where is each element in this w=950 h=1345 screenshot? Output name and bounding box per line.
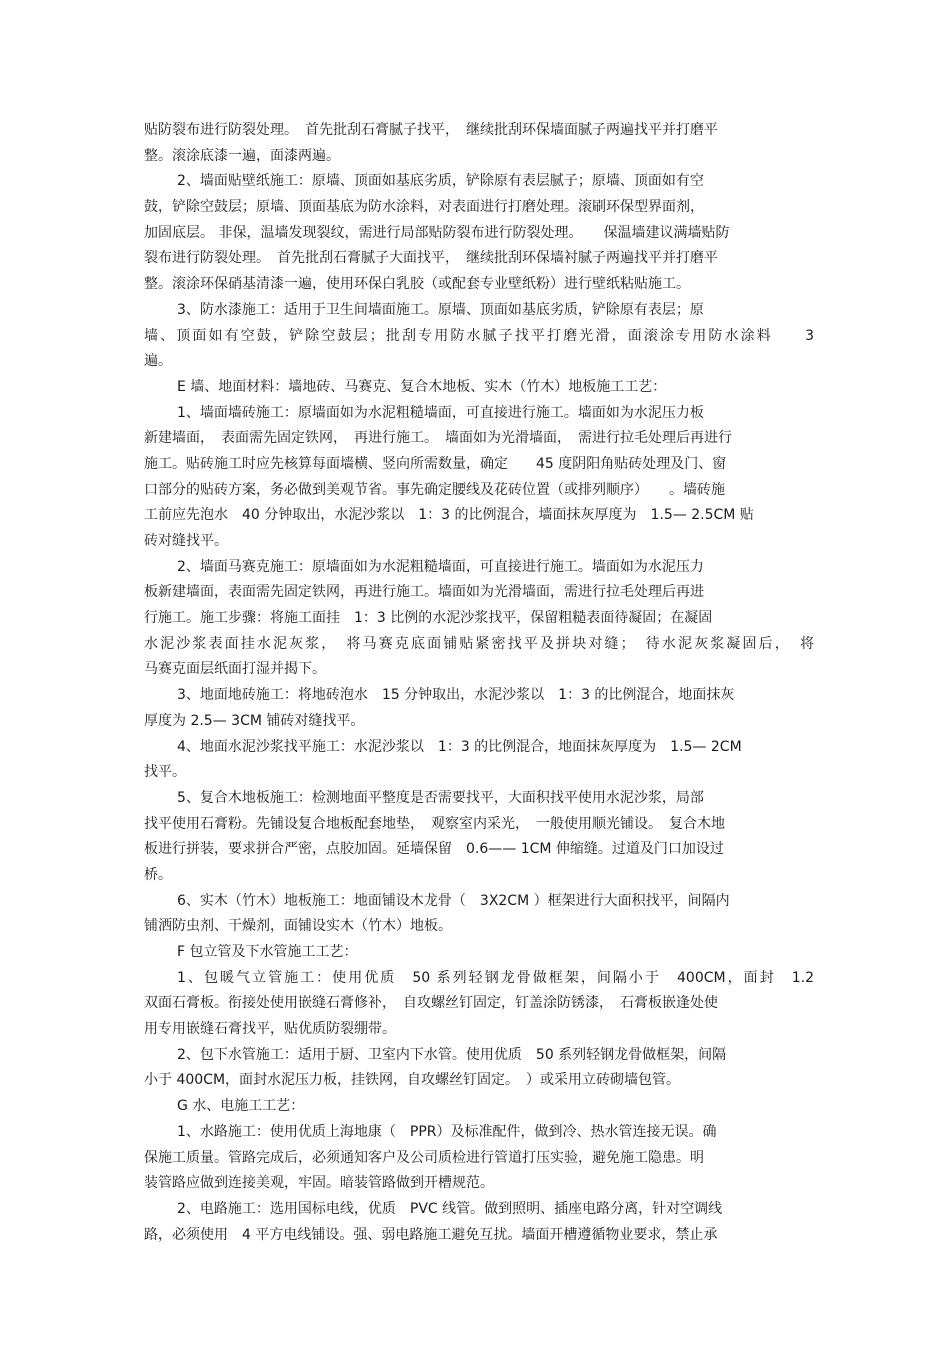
text-line: 装管路应做到连接美观，牢固。暗装管路做到开槽规范。 [144, 1175, 494, 1192]
text-line: 加固底层。 非保，温墙发现裂纹，需进行局部贴防裂布进行防裂处理。 保温墙建议满墙贴防 [144, 224, 730, 241]
text-line: 施工。贴砖施工时应先核算每面墙横、竖向所需数量，确定 45 度阴阳角贴砖处理及门、窗 [144, 455, 727, 472]
text-line: 桥。 [144, 866, 172, 883]
text-line: 5、复合木地板施工：检测地面平整度是否需要找平，大面积找平使用水泥沙浆，局部 [177, 789, 704, 806]
text-line: 墙、顶面如有空鼓，铲除空鼓层；批刮专用防水腻子找平打磨光滑，面滚涂专用防水涂料 3 [144, 327, 814, 344]
text-line: 用专用嵌缝石膏找平，贴优质防裂绷带。 [144, 1021, 396, 1038]
text-line: 2、墙面贴壁纸施工：原墙、顶面如基底劣质，铲除原有表层腻子；原墙、顶面如有空 [177, 173, 704, 190]
text-line: 厚度为 2.5— 3CM 铺砖对缝找平。 [144, 712, 365, 729]
text-line: 鼓，铲除空鼓层；原墙、顶面基底为防水涂料，对表面进行打磨处理。滚刷环保型界面剂， [144, 199, 704, 216]
text-line: 马赛克面层纸面打湿并揭下。 [144, 661, 326, 678]
text-line: 3、地面地砖施工：将地砖泡水 15 分钟取出，水泥沙浆以 1：3 的比例混合，地面抹灰 [177, 687, 735, 704]
text-line: 1、包暖气立管施工：使用优质 50 系列轻钢龙骨做框架，间隔小于 400CM，面封 1.2 [177, 969, 814, 986]
text-line: 4、地面水泥沙浆找平施工：水泥沙浆以 1：3 的比例混合，地面抹灰厚度为 1.5— 2CM [177, 738, 742, 755]
text-line: G 水、电施工工艺： [177, 1098, 305, 1115]
text-line: 找平使用石膏粉。先铺设复合地板配套地垫， 观察室内采光， 一般使用顺光铺设。 复合木地 [144, 815, 725, 832]
text-line: 遍。 [144, 353, 172, 370]
text-line: 1、水路施工：使用优质上海地康（ PPR）及标准配件，做到冷、热水管连接无误。确 [177, 1123, 717, 1140]
text-line: 砖对缝找平。 [144, 533, 228, 549]
text-line: 裂布进行防裂处理。 首先批刮石膏腻子大面找平， 继续批刮环保墙衬腻子两遍找平并打磨平 [144, 250, 718, 267]
text-line: 铺洒防虫剂、干燥剂，面铺设实木（竹木）地板。 [144, 918, 452, 935]
text-line: 口部分的贴砖方案，务必做到美观节省。事先确定腰线及花砖位置（或排列顺序） 。墙砖施 [144, 481, 725, 498]
text-line: 1、墙面墙砖施工：原墙面如为水泥粗糙墙面，可直接进行施工。墙面如为水泥压力板 [177, 404, 704, 421]
text-line: 行施工。施工步骤：将施工面挂 1：3 比例的水泥沙浆找平，保留粗糙表面待凝固；在凝固 [144, 610, 713, 627]
text-line: 板新建墙面，表面需先固定铁网，再进行施工。墙面如为光滑墙面，需进行拉毛处理后再进 [144, 584, 704, 601]
text-line: F 包立管及下水管施工工艺： [177, 944, 358, 960]
text-line: 贴防裂布进行防裂处理。 首先批刮石膏腻子找平， 继续批刮环保墙面腻子两遍找平并打磨平 [144, 122, 718, 138]
text-line: 保施工质量。管路完成后，必须通知客户及公司质检进行管道打压实验，避免施工隐患。明 [144, 1149, 704, 1166]
text-line: 工前应先泡水 40 分钟取出，水泥沙浆以 1：3 的比例混合，墙面抹灰厚度为 1.5— 2.5CM 贴 [144, 507, 754, 524]
text-line: 找平。 [144, 764, 186, 781]
text-line: E 墙、地面材料：墙地砖、马赛克、复合木地板、实木（竹木）地板施工工艺： [177, 378, 667, 395]
text-line: 板进行拼装，要求拼合严密，点胶加固。延墙保留 0.6—— 1CM 伸缩缝。过道及门口加设过 [144, 841, 724, 858]
document-body [144, 118, 814, 1248]
text-line: 双面石膏板。衔接处使用嵌缝石膏修补， 自攻螺丝钉固定，钉盖涂防锈漆， 石膏板嵌逢处使 [144, 995, 718, 1012]
text-line: 整。滚涂底漆一遍，面漆两遍。 [144, 147, 340, 164]
text-line: 2、包下水管施工：适用于厨、卫室内下水管。使用优质 50 系列轻钢龙骨做框架，间隔 [177, 1046, 727, 1063]
text-line: 小于 400CM，面封水泥压力板，挂铁网，自攻螺丝钉固定。 ）或采用立砖砌墙包管。 [144, 1072, 681, 1089]
text-line: 2、墙面马赛克施工：原墙面如为水泥粗糙墙面，可直接进行施工。墙面如为水泥压力 [177, 558, 704, 575]
text-line: 水泥沙浆表面挂水泥灰浆， 将马赛克底面铺贴紧密找平及拼块对缝； 待水泥灰浆凝固后， 将 [144, 635, 814, 652]
text-line: 整。滚涂环保硝基清漆一遍，使用环保白乳胶（或配套专业壁纸粉）进行壁纸粘贴施工。 [144, 276, 690, 293]
text-line: 3、防水漆施工：适用于卫生间墙面施工。原墙、顶面如基底劣质，铲除原有表层；原 [177, 301, 704, 318]
text-line: 新建墙面， 表面需先固定铁网， 再进行施工。 墙面如为光滑墙面， 需进行拉毛处理后再进行 [144, 430, 732, 447]
text-line: 2、电路施工：选用国标电线，优质 PVC 线管。做到照明、插座电路分离，针对空调线 [177, 1200, 723, 1217]
text-line: 路，必须使用 4 平方电线铺设。强、弱电路施工避免互扰。墙面开槽遵循物业要求，禁止承 [144, 1226, 718, 1243]
text-line: 6、实木（竹木）地板施工：地面铺设木龙骨（ 3X2CM ）框架进行大面积找平，间隔内 [177, 892, 730, 909]
